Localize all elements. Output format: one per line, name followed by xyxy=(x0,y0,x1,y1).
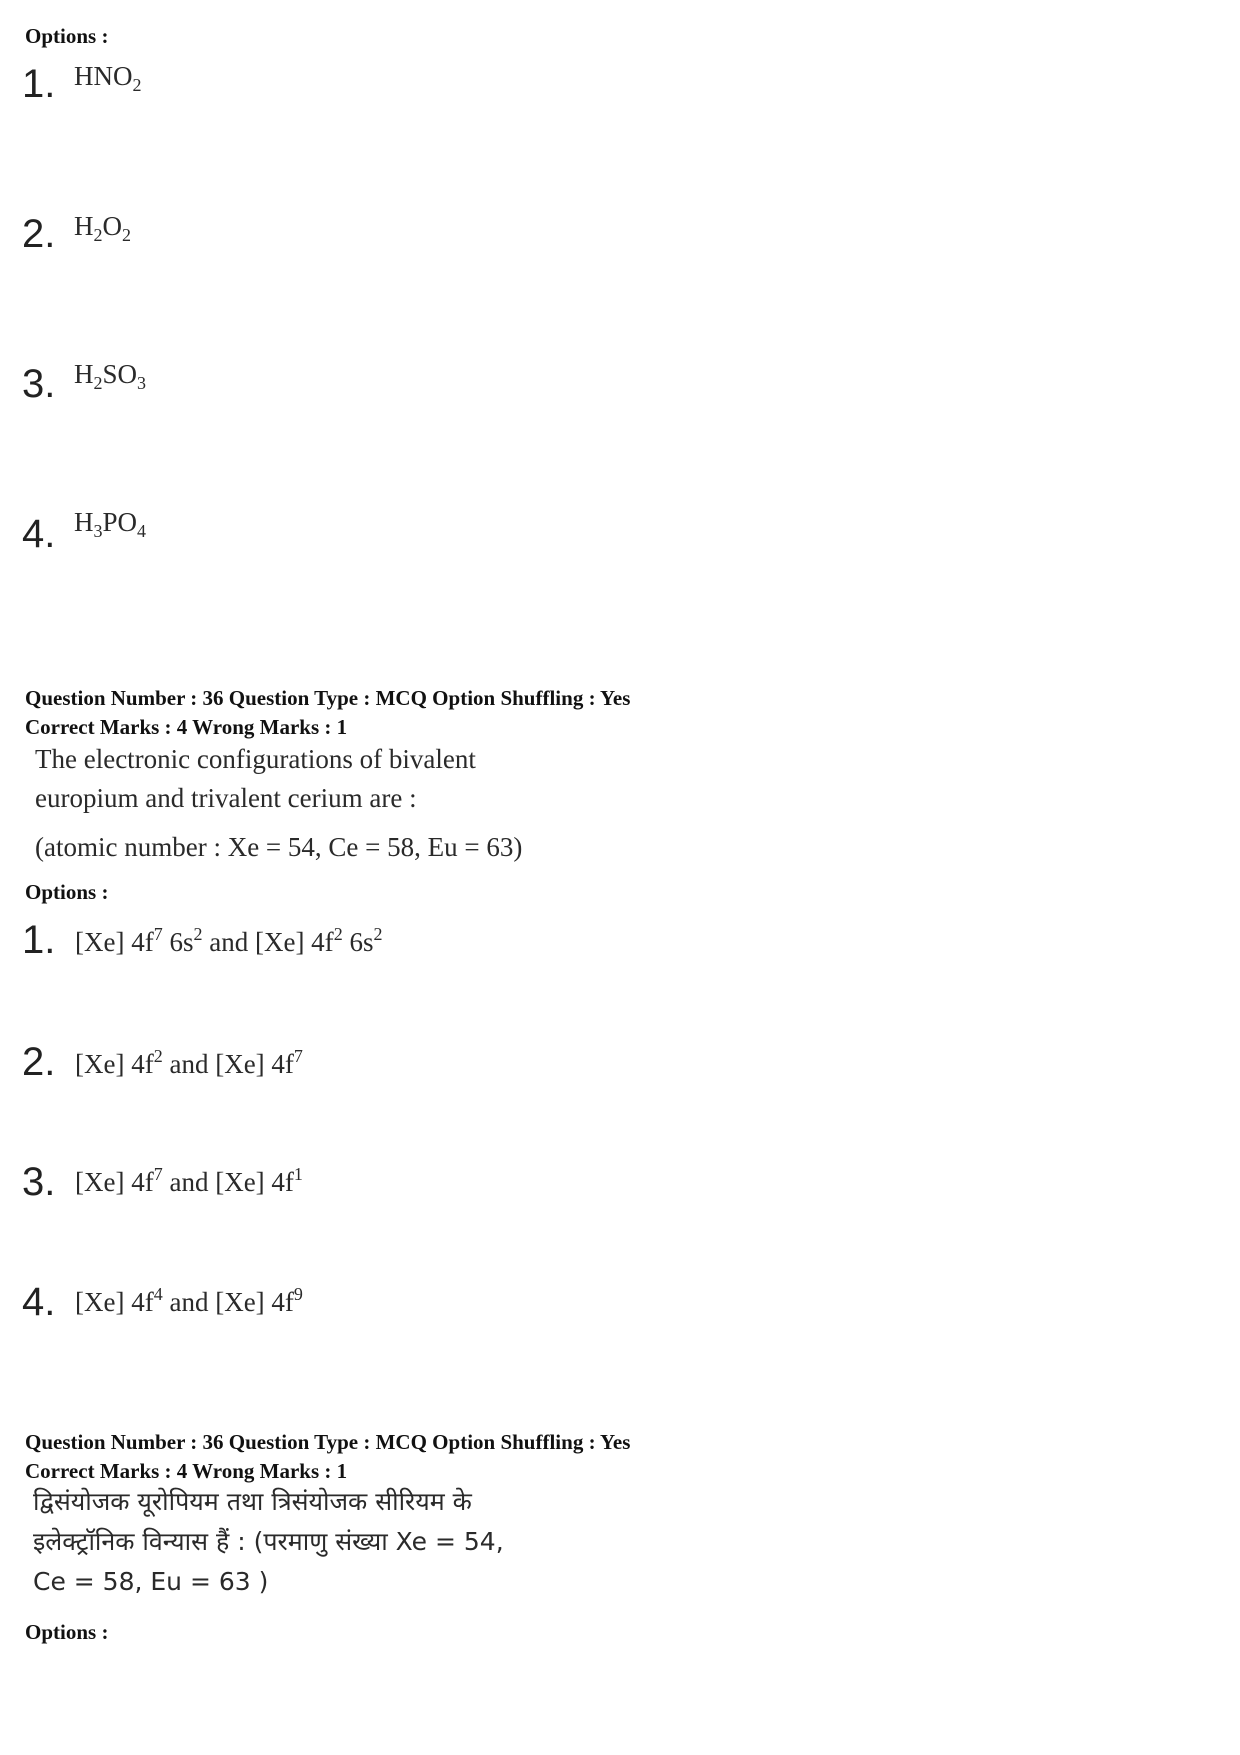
question-text-line: द्विसंयोजक यूरोपियम तथा त्रिसंयोजक सीरियम के xyxy=(33,1487,472,1516)
formula-text: O xyxy=(102,211,122,241)
options-label: Options : xyxy=(25,1620,109,1644)
formula-text: 6s xyxy=(342,927,374,957)
option-3-config xyxy=(75,1158,303,1198)
question-text-line: europium and trivalent cerium are : xyxy=(35,783,417,813)
options-label: Options : xyxy=(25,24,109,48)
formula-sup: 9 xyxy=(293,1284,303,1304)
option-number: 3. xyxy=(22,362,56,406)
option-2[interactable] xyxy=(22,1040,55,1084)
formula-text: and [Xe] 4f xyxy=(162,1049,294,1079)
formula-text: [Xe] 4f xyxy=(75,1167,154,1197)
formula-sup: 2 xyxy=(193,924,203,944)
formula-text: HNO xyxy=(74,61,133,91)
formula-text: 6s xyxy=(162,927,194,957)
options-label: Options : xyxy=(25,880,109,904)
option-number: 4. xyxy=(22,1280,56,1324)
option-number: 3. xyxy=(22,1160,56,1204)
formula-sup: 7 xyxy=(153,1164,163,1184)
option-4-config xyxy=(75,1278,303,1318)
formula-text: H xyxy=(74,211,94,241)
question-text-line: (atomic number : Xe = 54, Ce = 58, Eu = 63) xyxy=(35,832,523,862)
formula-sup: 7 xyxy=(153,924,163,944)
option-number: 2. xyxy=(22,1040,56,1084)
formula-text: and [Xe] 4f xyxy=(162,1287,294,1317)
formula-text: [Xe] 4f xyxy=(75,1287,154,1317)
option-number: 1. xyxy=(22,62,56,106)
formula-sub: 3 xyxy=(93,521,103,541)
option-number: 4. xyxy=(22,512,56,556)
formula-text: H xyxy=(74,359,94,389)
formula-sup: 4 xyxy=(153,1284,163,1304)
formula-sub: 4 xyxy=(137,521,147,541)
option-3[interactable] xyxy=(22,362,55,406)
option-1[interactable] xyxy=(22,918,55,962)
option-1-config xyxy=(75,918,382,958)
formula-sup: 2 xyxy=(333,924,343,944)
option-4[interactable] xyxy=(22,512,55,556)
marks-meta: Correct Marks : 4 Wrong Marks : 1 xyxy=(25,715,348,739)
formula-sup: 1 xyxy=(293,1164,303,1184)
marks-meta: Correct Marks : 4 Wrong Marks : 1 xyxy=(25,1459,348,1483)
question-text-line: The electronic configurations of bivalent xyxy=(35,744,476,774)
option-number: 1. xyxy=(22,918,56,962)
formula-text: H xyxy=(74,507,94,537)
formula-sub: 2 xyxy=(122,225,131,245)
formula-sub: 2 xyxy=(93,225,103,245)
formula-text: PO xyxy=(102,507,138,537)
question-meta: Question Number : 36 Question Type : MCQ Option Shuffling : Yes xyxy=(25,1430,631,1454)
formula-sub: 3 xyxy=(137,373,147,393)
option-3-formula xyxy=(74,358,146,399)
option-1[interactable] xyxy=(22,62,55,106)
formula-text: SO xyxy=(102,359,138,389)
formula-sub: 2 xyxy=(132,75,142,95)
formula-sub: 2 xyxy=(93,373,103,393)
formula-text: [Xe] 4f xyxy=(75,927,154,957)
formula-text: [Xe] 4f xyxy=(75,1049,154,1079)
formula-text: and [Xe] 4f xyxy=(162,1167,294,1197)
formula-sup: 2 xyxy=(153,1046,163,1066)
formula-sup: 7 xyxy=(293,1046,303,1066)
formula-sup: 2 xyxy=(373,924,383,944)
option-number: 2. xyxy=(22,212,56,256)
option-2-formula xyxy=(74,210,131,251)
option-2[interactable] xyxy=(22,212,55,256)
option-1-formula xyxy=(74,60,142,101)
option-4-formula xyxy=(74,506,146,547)
option-4[interactable] xyxy=(22,1280,55,1324)
formula-text: and [Xe] 4f xyxy=(202,927,334,957)
question-text-line: इलेक्ट्रॉनिक विन्यास हैं : (परमाणु संख्या Xe = 54, xyxy=(33,1527,504,1556)
option-3[interactable] xyxy=(22,1160,55,1204)
question-text-line: Ce = 58, Eu = 63 ) xyxy=(33,1567,269,1596)
option-2-config xyxy=(75,1040,303,1080)
question-meta: Question Number : 36 Question Type : MCQ Option Shuffling : Yes xyxy=(25,686,631,710)
